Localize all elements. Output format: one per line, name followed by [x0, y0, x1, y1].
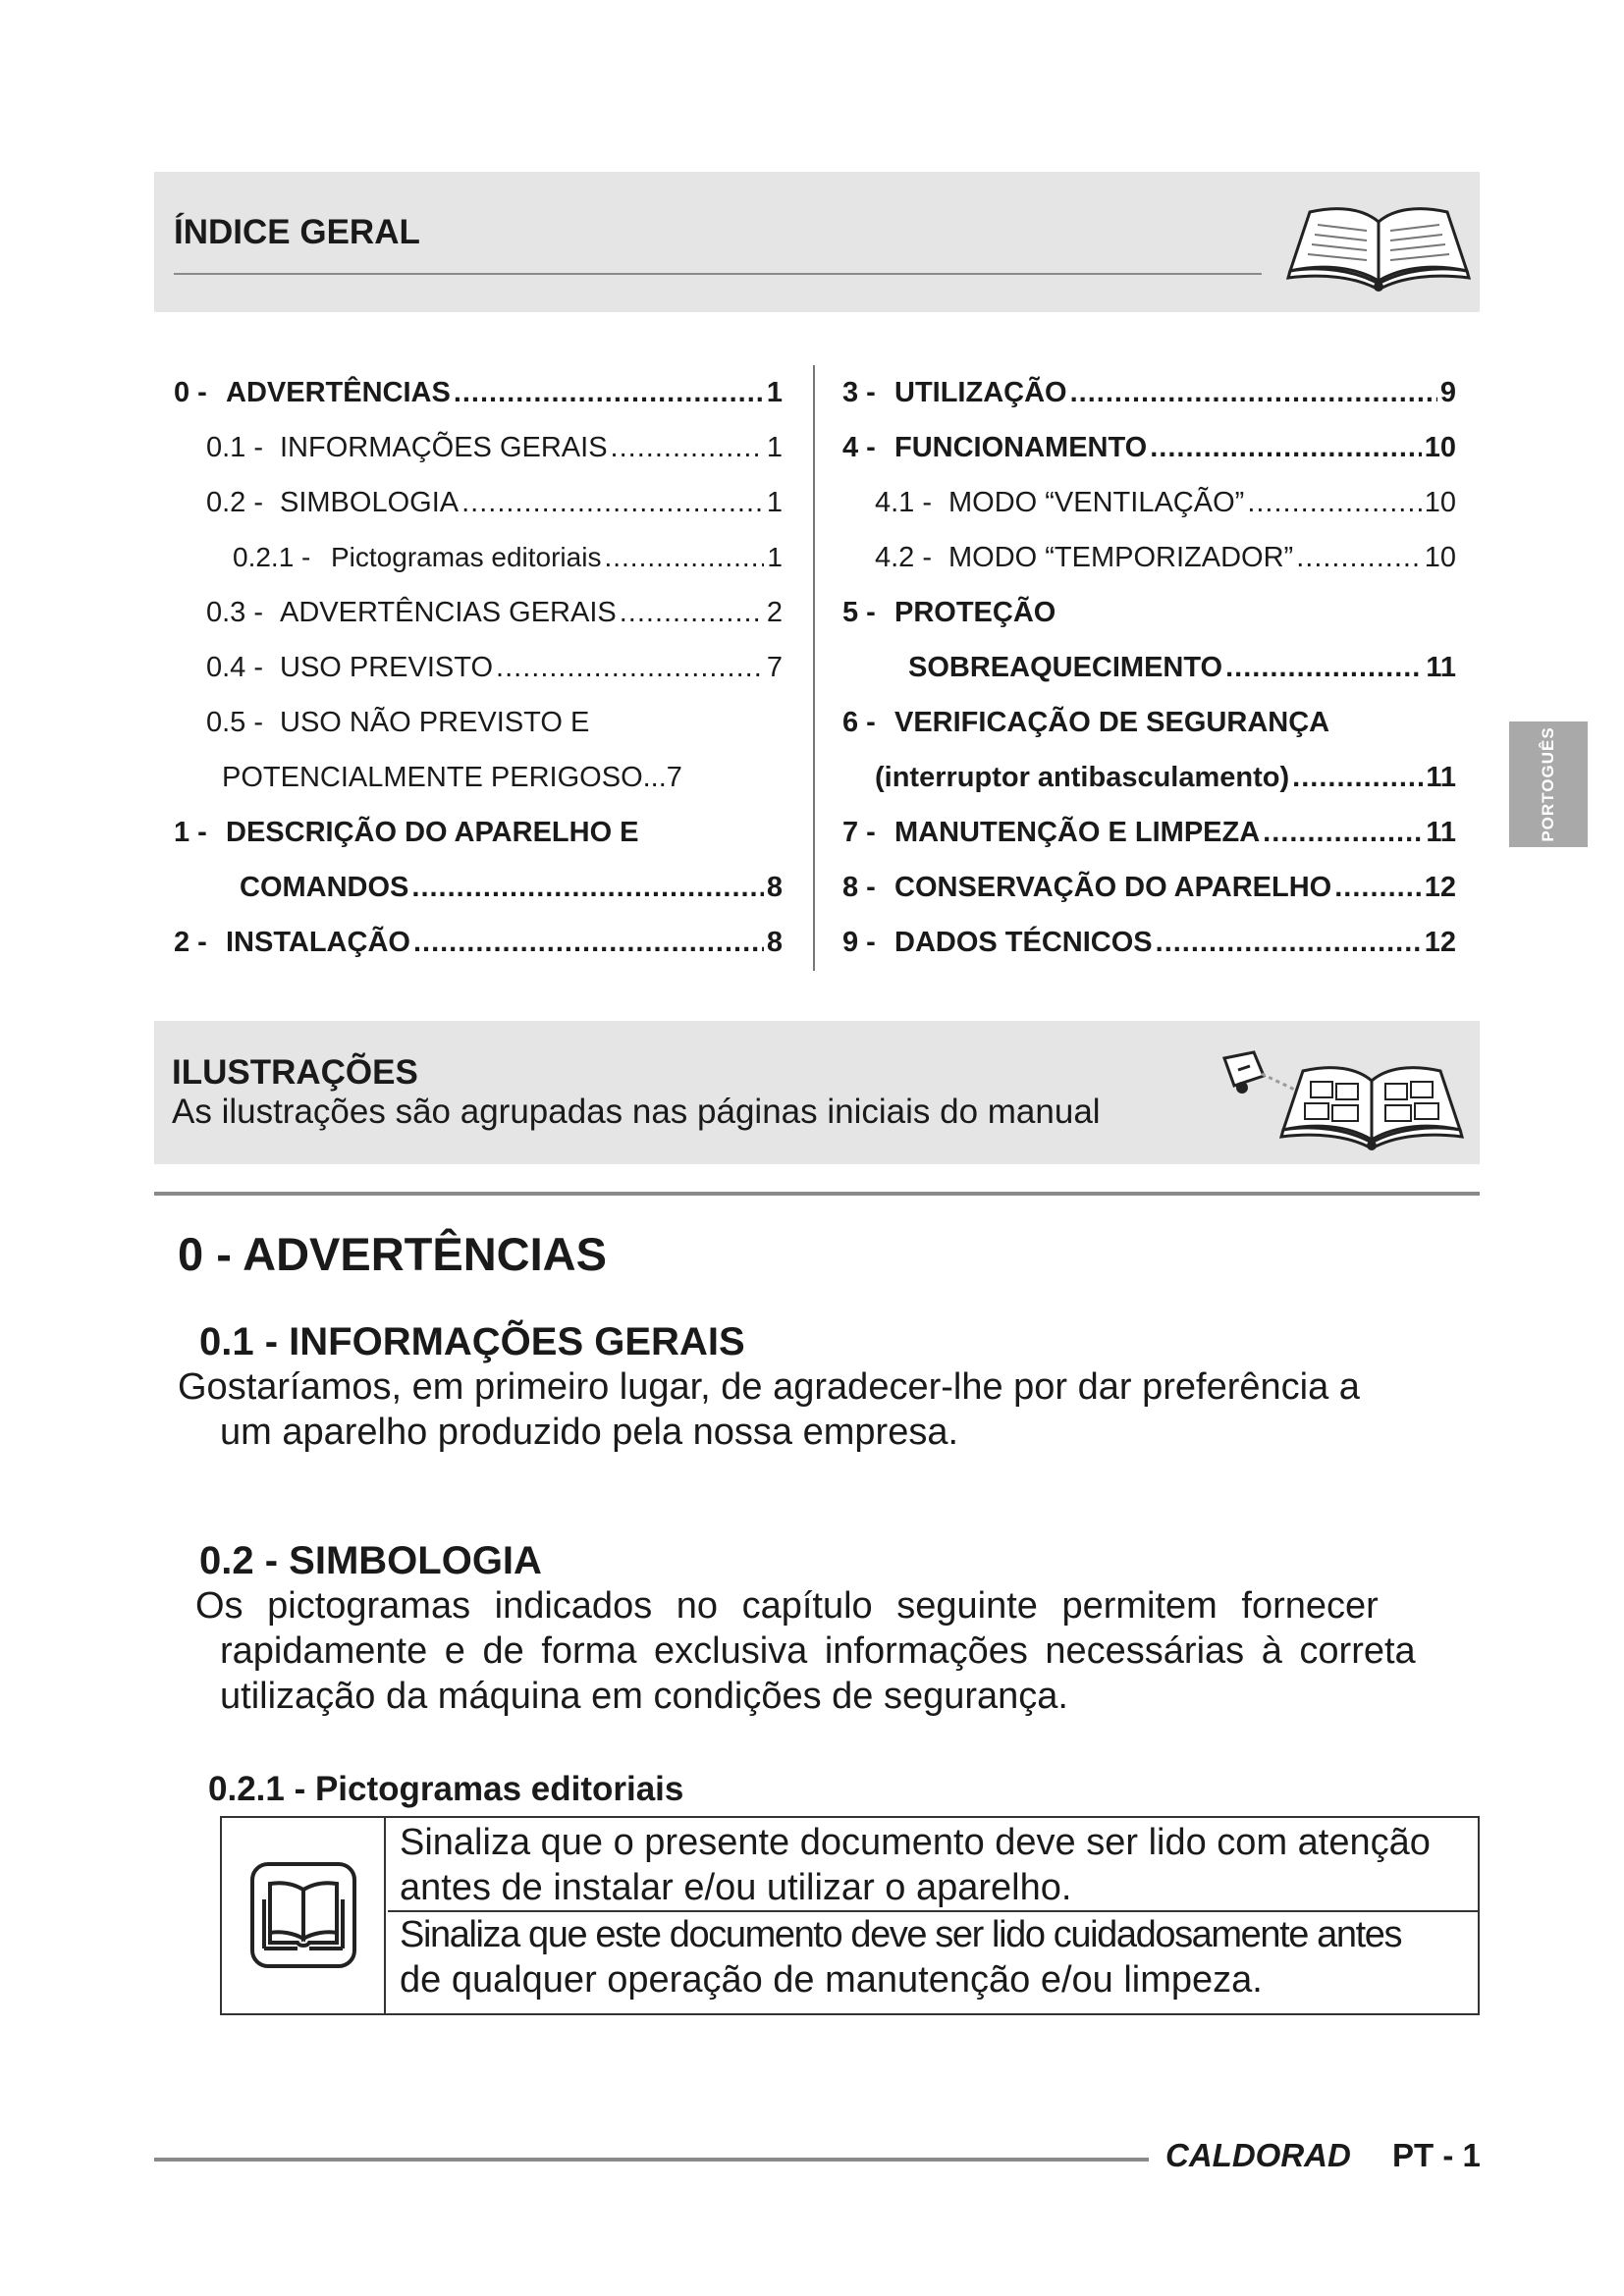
toc-entry[interactable]: 0 - ADVERTÊNCIAS ..... 1 [174, 365, 783, 420]
subsection-title: 0.2 - SIMBOLOGIA [199, 1539, 542, 1582]
toc-entry-continued[interactable]: POTENCIALMENTE PERIGOSO...7 [222, 762, 682, 793]
pictogram-description-line: antes de instalar e/ou utilizar o aparelho. [400, 1867, 1072, 1908]
toc-entry[interactable]: 6 - VERIFICAÇÃO DE SEGURANÇA [842, 707, 1330, 738]
paragraph-line: rapidamente e de forma exclusiva informações necessárias à correta [220, 1630, 1416, 1672]
toc-entry[interactable]: 1 - DESCRIÇÃO DO APARELHO E [174, 817, 639, 848]
toc-entry[interactable]: 0.2.1 - Pictogramas editoriais ..... 1 [174, 530, 783, 585]
pictogram-cell [222, 1818, 386, 2013]
pictogram-description-line: de qualquer operação de manutenção e/ou limpeza. [400, 1959, 1263, 2001]
language-tab[interactable] [1509, 721, 1588, 847]
toc-entry[interactable]: 9 - DADOS TÉCNICOS ..... 12 [842, 915, 1456, 970]
subsection-title: 0.1 - INFORMAÇÕES GERAIS [199, 1320, 745, 1363]
paragraph-line: utilização da máquina em condições de segurança. [220, 1676, 1068, 1717]
pictogram-description-line: Sinaliza que este documento deve ser lido cuidadosamente antes [400, 1914, 1402, 1955]
toc-entry-continued[interactable]: SOBREAQUECIMENTO ..... 11 [842, 640, 1456, 695]
toc-divider [813, 365, 815, 971]
index-title-rule [174, 273, 1262, 275]
toc-entry[interactable]: 0.1 - INFORMAÇÕES GERAIS ..... 1 [174, 420, 783, 475]
toc-entry[interactable]: 3 - UTILIZAÇÃO ..... 9 [842, 365, 1456, 420]
toc-entry[interactable]: 4.1 - MODO “VENTILAÇÃO” ..... 10 [842, 475, 1456, 530]
open-book-icon [1280, 187, 1477, 295]
toc-entry[interactable]: 8 - CONSERVAÇÃO DO APARELHO ..... 12 [842, 860, 1456, 915]
paragraph [178, 1364, 1474, 1455]
toc-entry[interactable]: 2 - INSTALAÇÃO ..... 8 [174, 915, 783, 970]
pictogram-table [220, 1816, 1480, 2015]
pictogram-row [388, 1820, 1478, 1912]
language-tab-label: PORTOGUÊS [1539, 726, 1557, 842]
paragraph-line: Os pictogramas indicados no capítulo seguinte permitem fornecer [195, 1585, 1379, 1627]
pictogram-description-line: Sinaliza que o presente documento deve ser lido com atenção [400, 1822, 1431, 1863]
footer-rule [154, 2158, 1149, 2162]
toc-entry[interactable]: 0.4 - USO PREVISTO ..... 7 [174, 640, 783, 695]
footer-brand: CALDORAD [1165, 2137, 1351, 2173]
toc-entry-continued[interactable]: (interruptor antibasculamento) ..... 11 [842, 750, 1456, 805]
paragraph-line: um aparelho produzido pela nossa empresa. [220, 1412, 959, 1453]
toc-entry[interactable]: 7 - MANUTENÇÃO E LIMPEZA ..... 11 [842, 805, 1456, 860]
paragraph-line: Gostaríamos, em primeiro lugar, de agradecer-lhe por dar preferência a [178, 1366, 1360, 1408]
illustrations-header [154, 1021, 1480, 1164]
toc-entry[interactable]: 4.2 - MODO “TEMPORIZADOR” ..... 10 [842, 530, 1456, 585]
illustrations-title: ILUSTRAÇÕES [172, 1053, 418, 1092]
pictogram-row [388, 1912, 1478, 2010]
illustrations-subtitle: As ilustrações são agrupadas nas páginas iniciais do manual [172, 1093, 1101, 1131]
book-with-figures-icon [1215, 1046, 1470, 1154]
toc-left-column [174, 365, 783, 970]
section-separator [154, 1192, 1480, 1196]
toc-right-column [842, 365, 1456, 970]
toc-entry[interactable]: 4 - FUNCIONAMENTO ..... 10 [842, 420, 1456, 475]
index-title: ÍNDICE GERAL [174, 213, 420, 251]
section-title: 0 - ADVERTÊNCIAS [178, 1228, 607, 1280]
page-number: PT - 1 [1392, 2137, 1481, 2173]
toc-entry[interactable]: 0.2 - SIMBOLOGIA ..... 1 [174, 475, 783, 530]
subsubsection-title: 0.2.1 - Pictogramas editoriais [208, 1770, 684, 1808]
toc-entry[interactable]: 0.5 - USO NÃO PREVISTO E [206, 707, 590, 738]
index-header [154, 172, 1480, 312]
manual-book-icon [248, 1860, 358, 1970]
toc-entry-continued[interactable]: COMANDOS ..... 8 [174, 860, 783, 915]
toc-entry[interactable]: 0.3 - ADVERTÊNCIAS GERAIS ..... 2 [174, 585, 783, 640]
paragraph [195, 1583, 1482, 1719]
toc-entry[interactable]: 5 - PROTEÇÃO [842, 597, 1056, 628]
